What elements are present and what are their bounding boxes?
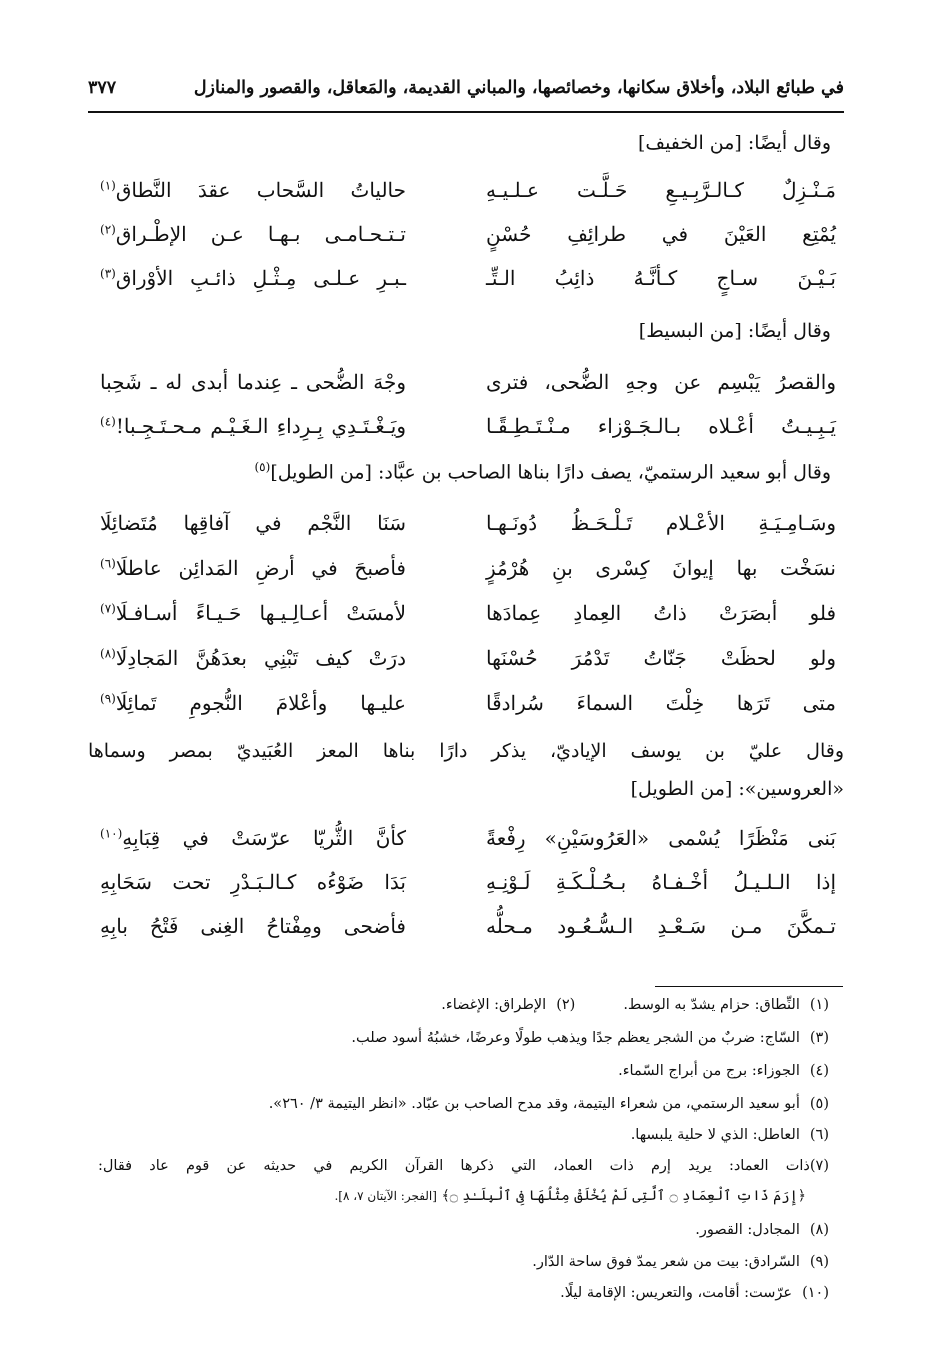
footnote-marker: (١) <box>100 178 116 193</box>
verse-second-hemistich: ويَـغْـتَـدِي بِـرِداءِ الـغَـيْـم مـحـتَـجِـبا!$^{(٤)}$ <box>100 414 406 438</box>
footnote: (١٠)عرّست: أقامت، والتعريس: الإقامة ليلًا. <box>560 1285 829 1301</box>
verse-second-hemistich: سَنَا النَّجْم في آفاقِها مُتَضائِلَا <box>100 511 406 535</box>
verse-first-hemistich: والقصرُ يَبْسِم عن وجهِ الضُّحى، فترى <box>486 370 836 394</box>
footnote-marker: (٣) <box>100 266 116 281</box>
footnote-divider <box>655 986 843 987</box>
footnote-marker: (١٠) <box>100 826 123 841</box>
quran-reference: [الفجر: الآيتان ٧، ٨]. <box>334 1189 437 1203</box>
verse-first-hemistich: يُمْتِع العَيْنَ في طرائِفِ حُسْنٍ <box>486 222 836 246</box>
verse-first-hemistich: فلو أبصَرَتْ ذاتُ العِمادِ عِمادَها <box>486 601 836 625</box>
header-divider <box>88 111 844 113</box>
poem-intro-continued: «العروسين»: [من الطويل] <box>630 778 844 800</box>
verse-first-hemistich: بَـيْـنَ سـاجٍ كـأنَّـهُ ذائِبُ الـتِّـ <box>486 266 836 290</box>
verse-first-hemistich: نسَخْت بها إيوانَ كِسْرى بنِ هُرْمُزٍ <box>486 556 836 580</box>
verse-line <box>100 548 836 588</box>
verse-first-hemistich: متى تَرَها خِلْتَ السماءَ سُرادقًا <box>486 691 836 715</box>
verse-line <box>100 593 836 633</box>
verse-first-hemistich: يَـبِـيـتُ أعْـلاه بـالـجَـوْزاء مـنْـتَـطِـقًـا <box>486 414 836 438</box>
footnote: (٥)أبو سعيد الرستمي، من شعراء اليتيمة، وقد مدح الصاحب بن عبّاد. «انظر اليتيمة ٣/ ٢٦٠». <box>268 1096 829 1112</box>
verse-second-hemistich: ـبـرِ عـلـى مِـثْـلِ ذائـبِ الأوْراق$^{(٣)}$ <box>100 266 406 290</box>
verse-line <box>100 406 836 446</box>
verse-line <box>100 683 836 723</box>
verse-line <box>100 258 836 298</box>
verse-first-hemistich: بَنى مَنْظَرًا يُسْمى «العَرُوسَيْنِ» رِفْعةً <box>486 826 836 850</box>
poem-intro: وقال أيضًا: [من البسيط] <box>638 320 831 342</box>
footnote-marker: (٤) <box>100 414 116 429</box>
verse-first-hemistich: مَـنْـزِلٌ كـالـرَّبِـيـعِ حَـلَّـت عـلـيـهِ <box>486 178 836 202</box>
poem-intro: وقال أيضًا: [من الخفيف] <box>637 132 831 154</box>
footnote-marker: (٧) <box>100 601 116 616</box>
quran-text: ﴿إِرَمَ ذَاتِ ٱلْعِمَادِ ۝ ٱلَّتِى لَمْ يُخْلَقْ مِثْلُهَا فِى ٱلْبِلَـٰدِ ۝﴾ <box>441 1188 806 1204</box>
verse-line <box>100 638 836 678</box>
footnote-marker: (٩) <box>100 691 116 706</box>
footnote: (٩)السّرادق: بيت من شعر يمدّ فوق ساحة الدّار. <box>532 1254 829 1270</box>
verse-line <box>100 862 836 902</box>
page-number: ٣٧٧ <box>88 78 117 98</box>
verse-second-hemistich: حالياتُ السَّحاب عقدَ النَّطاق$^{(١)}$ <box>100 178 406 202</box>
verse-second-hemistich: كأنَّ الثُّريّا عرّسَتْ في قِبَابِهِ$^{(١٠)}$ <box>100 826 406 850</box>
verse-first-hemistich: ولو لحظَتْ جَنّاتُ تَدْمُرَ حُسْنَها <box>486 646 836 670</box>
verse-first-hemistich: إذا الـلـيـلُ أخْـفـاهُ بـحُـلْـكَـةِ لَـوْنِـهِ <box>486 870 836 894</box>
running-header <box>88 68 844 108</box>
verse-second-hemistich: وجْهَ الضُّحى ـ عِندما أبدى له ـ شَحِبا <box>100 370 406 394</box>
verse-first-hemistich: تـمكَّنَ مـن سَـعْـدِ الـسُّـعُـود مـحلُّه <box>486 914 836 938</box>
verse-second-hemistich: فأضحى ومِفْتاحُ الغِنى فَتْحُ بابِهِ <box>100 914 406 938</box>
verse-second-hemistich: تـتـحـامـى بـهـا عـن الإطْـراق$^{(٢)}$ <box>100 222 406 246</box>
footnote: (٧)ذات العماد: يريد إرم ذات العماد، التي ذكرها القرآن الكريم في حديثه عن قوم عاد فقال: <box>98 1158 829 1174</box>
poem-intro: وقال عليّ بن يوسف الإياديّ، يذكر دارًا بناها المعز العُبَيديّ بمصر وسماها <box>88 740 845 762</box>
footnote: (٣)السّاج: ضربٌ من الشجر يعظم جدًا ويذهب طولًا وعرضًا، خشبُهُ أسود صلب. <box>351 1030 829 1046</box>
verse-line <box>100 503 836 543</box>
footnote-marker: (٦) <box>100 556 116 571</box>
verse-second-hemistich: عليـها وأعْلامَ النُّجومِ تَمائِلَا$^{(٩)}$ <box>100 691 406 715</box>
verse-line <box>100 214 836 254</box>
verse-second-hemistich: درَتْ كيف تَبْنِي بعدَهُنَّ المَجادِلَا$^{(٨)}$ <box>100 646 406 670</box>
verse-second-hemistich: فأصبحَ في أرضِ المَدائِن عاطلَا$^{(٦)}$ <box>100 556 406 580</box>
footnote: (١)النِّطاق: حزام يشدّ به الوسط.(٢)الإطراق: الإغضاء. <box>441 997 829 1013</box>
footnote: (٦)العاطل: الذي لا حلية يلبسها. <box>630 1127 829 1143</box>
header-title: في طبائع البلاد، وأخلاق سكانها، وخصائصها، والمباني القديمة، والمَعاقل، والقصور والمنازل <box>193 78 844 98</box>
quran-verse <box>334 1188 806 1204</box>
verse-line <box>100 362 836 402</box>
footnote-marker: (٨) <box>100 646 116 661</box>
poem-intro: وقال أبو سعيد الرستميّ، يصف دارًا بناها الصاحب بن عبَّاد: [من الطويل]$^{(٥)}$ <box>254 460 831 484</box>
verse-first-hemistich: وسَـامِـيَـةِ الأعْـلام تَـلْـحَـظُ دُونَـهـا <box>486 511 836 535</box>
footnote: (٨)المجادل: القصور. <box>695 1222 829 1238</box>
verse-line <box>100 906 836 946</box>
verse-second-hemistich: بَدَا ضَوْءُه كـالـبَـدْرِ تحت سَحَابِهِ <box>100 870 406 894</box>
footnote: (٤)الجوزاء: برج من أبراج السّماء. <box>618 1063 829 1079</box>
verse-second-hemistich: لأمسَتْ أعـالِـيـها حَـيـاءً أسـافـلَا$^{(٧)}$ <box>100 601 406 625</box>
footnote-marker: (٢) <box>100 222 116 237</box>
verse-line <box>100 818 836 858</box>
verse-line <box>100 170 836 210</box>
footnote-marker: (٥) <box>254 460 271 474</box>
